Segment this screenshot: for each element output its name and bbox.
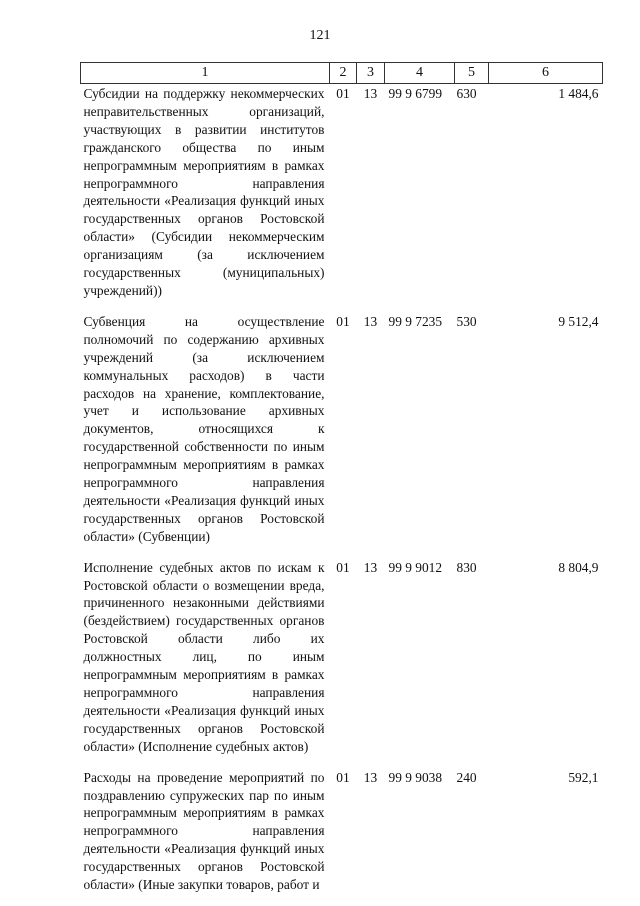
column-header-target: 4 xyxy=(385,63,455,84)
row-amount: 592,1 xyxy=(568,769,599,785)
column-header-expense-type: 5 xyxy=(455,63,489,84)
row-subsection: 13 xyxy=(363,313,378,329)
row-target: 99 9 9012 xyxy=(388,559,443,575)
row-description: Расходы на проведение мероприятий по поздравлению супружеских пар по иным непрограммным мероприятиям в рамках непрограммного направления деятельности «Реализация функций иных государственных органов Ростовской области» (Иные закупки товаров, работ и xyxy=(83,769,325,893)
row-expense-type: 240 xyxy=(456,769,477,785)
row-section: 01 xyxy=(336,769,350,785)
table-row xyxy=(81,558,603,768)
row-description: Субвенция на осуществление полномочий по содержанию архивных учреждений (за исключением коммунальных расходов) в части расходов на хранение, комплектование, учет и использование архивных документов, относящихся к государственной собственности по иным непрограммным мероприятиям в рамках непрограммного направления деятельности «Реализация функций иных государственных органов Ростовской области» (Субвенции) xyxy=(83,313,325,544)
budget-table xyxy=(80,62,603,906)
row-section: 01 xyxy=(336,313,350,329)
row-description: Субсидии на поддержку некоммерческих неправительственных организаций, участвующих в развитии институтов гражданского общества по иным непрограммным мероприятиям в рамках непрограммного направления деятельности «Реализация функций иных государственных органов Ростовской области» (Субсидии некоммерческим организациям (за исключением государственных (муниципальных) учреждений)) xyxy=(83,86,325,298)
row-subsection: 13 xyxy=(363,769,378,785)
row-subsection: 13 xyxy=(363,86,378,101)
row-subsection: 13 xyxy=(363,559,378,575)
column-header-amount: 6 xyxy=(489,63,603,84)
row-amount: 8 804,9 xyxy=(558,559,599,575)
row-expense-type: 630 xyxy=(456,86,477,101)
column-header-subsection: 3 xyxy=(357,63,385,84)
row-target: 99 9 9038 xyxy=(388,769,443,785)
row-amount: 1 484,6 xyxy=(558,86,599,101)
row-expense-type: 530 xyxy=(456,313,477,329)
row-description: Исполнение судебных актов по искам к Ростовской области о возмещении вреда, причиненного незаконными действиями (бездействием) государственных органов Ростовской области либо их должностных лиц, по иным непрограммным мероприятиям в рамках непрограммного направления деятельности «Реализация функций иных государственных органов Ростовской области» (Исполнение судебных актов) xyxy=(83,559,325,754)
row-section: 01 xyxy=(336,86,350,101)
table-header xyxy=(81,63,603,84)
table-row xyxy=(81,312,603,558)
row-section: 01 xyxy=(336,559,350,575)
row-target: 99 9 6799 xyxy=(388,86,443,101)
row-expense-type: 830 xyxy=(456,559,477,575)
row-target: 99 9 7235 xyxy=(388,313,443,329)
header-row xyxy=(81,63,603,84)
table-row xyxy=(81,84,603,312)
table-row xyxy=(81,768,603,906)
table-body xyxy=(81,84,603,906)
column-header-description: 1 xyxy=(81,63,330,84)
row-amount: 9 512,4 xyxy=(558,313,599,329)
page-number: 121 xyxy=(309,28,331,43)
column-header-section: 2 xyxy=(330,63,357,84)
